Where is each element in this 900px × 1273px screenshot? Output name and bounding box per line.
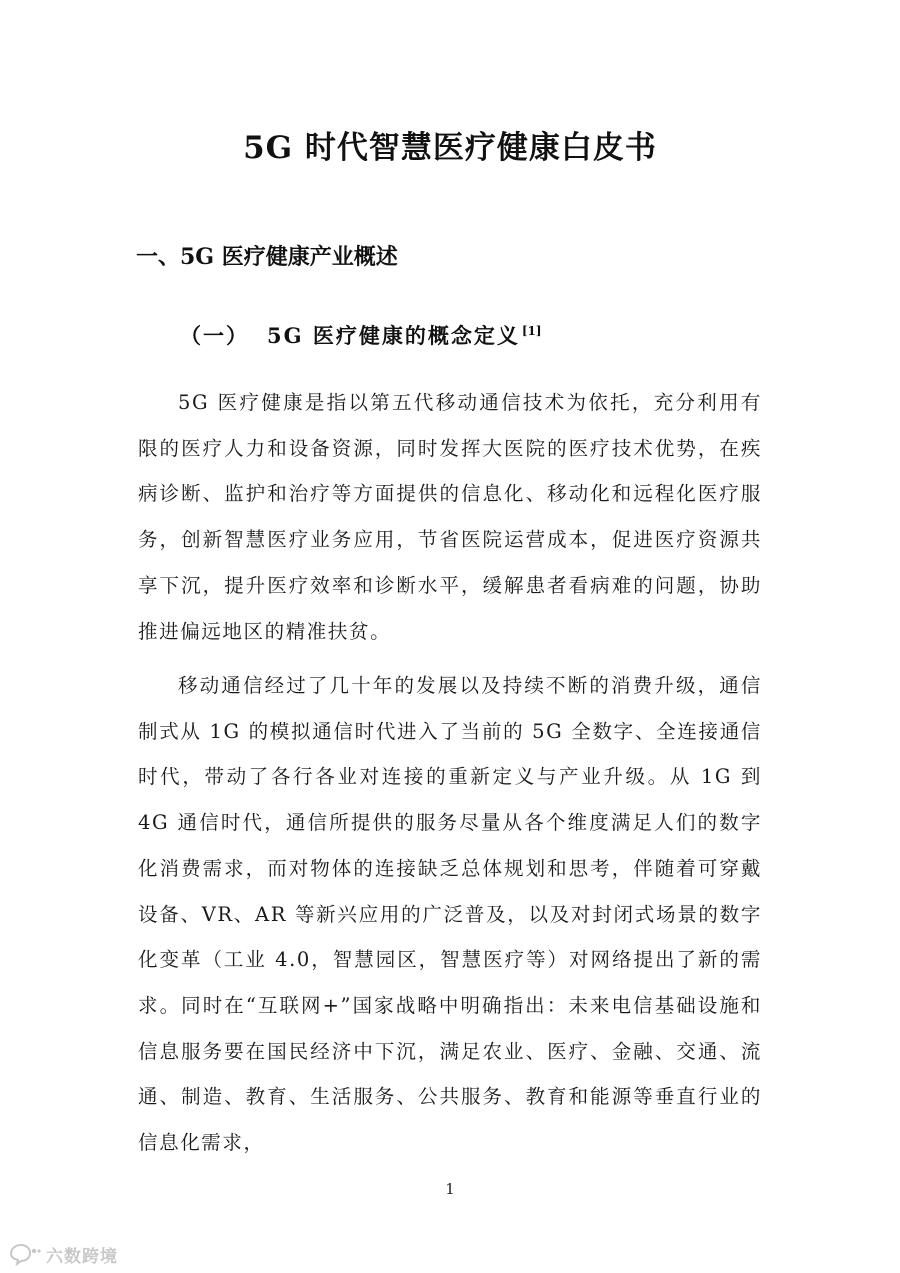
section-heading: 一、5G 医疗健康产业概述 [136,244,398,270]
watermark [8,1240,118,1268]
subsection-heading [180,320,542,350]
body-paragraph: 5G 医疗健康是指以第五代移动通信技术为依托，充分利用有限的医疗人力和设备资源，同时发挥大医院的医疗技术优势，在疾病诊断、监护和治疗等方面提供的信息化、移动化和远程化医疗服务，创新智慧医疗业务应用，节省医院运营成本，促进医疗资源共享下沉，提升医疗效率和诊断水平，缓解患者看病难的问题，协助推进偏远地区的精准扶贫。 [138,391,762,643]
subsection-title: 5G 医疗健康的概念定义 [267,323,520,348]
citation-link[interactable]: [1] [521,324,542,338]
page-number: 1 [445,1180,455,1198]
document-title: 5G 时代智慧医疗健康白皮书 [243,130,657,166]
speech-bubble-icon [8,1242,42,1266]
subsection-number: （一） [180,323,249,348]
watermark-text: 六数跨境 [46,1246,118,1267]
body-paragraph: 移动通信经过了几十年的发展以及持续不断的消费升级，通信制式从 1G 的模拟通信时代进入了当前的 5G 全数字、全连接通信时代，带动了各行各业对连接的重新定义与产业升级。从 1G 到 4G 通信时代，通信所提供的服务尽量从各个维度满足人们的数字化消费需求，而对物体的连接缺乏总体规划和思考，伴随着可穿戴设备、VR、AR 等新兴应用的广泛普及，以及对封闭式场景的数字化变革（工业 4.0，智慧园区，智慧医疗等）对网络提出了新的需求。同时在“互联网+”国家战略中明确指出：未来电信基础设施和信息服务要在国民经济中下沉，满足农业、医疗、金融、交通、流通、制造、教育、生活服务、公共服务、教育和能源等垂直行业的信息化需求， [138,674,762,1155]
